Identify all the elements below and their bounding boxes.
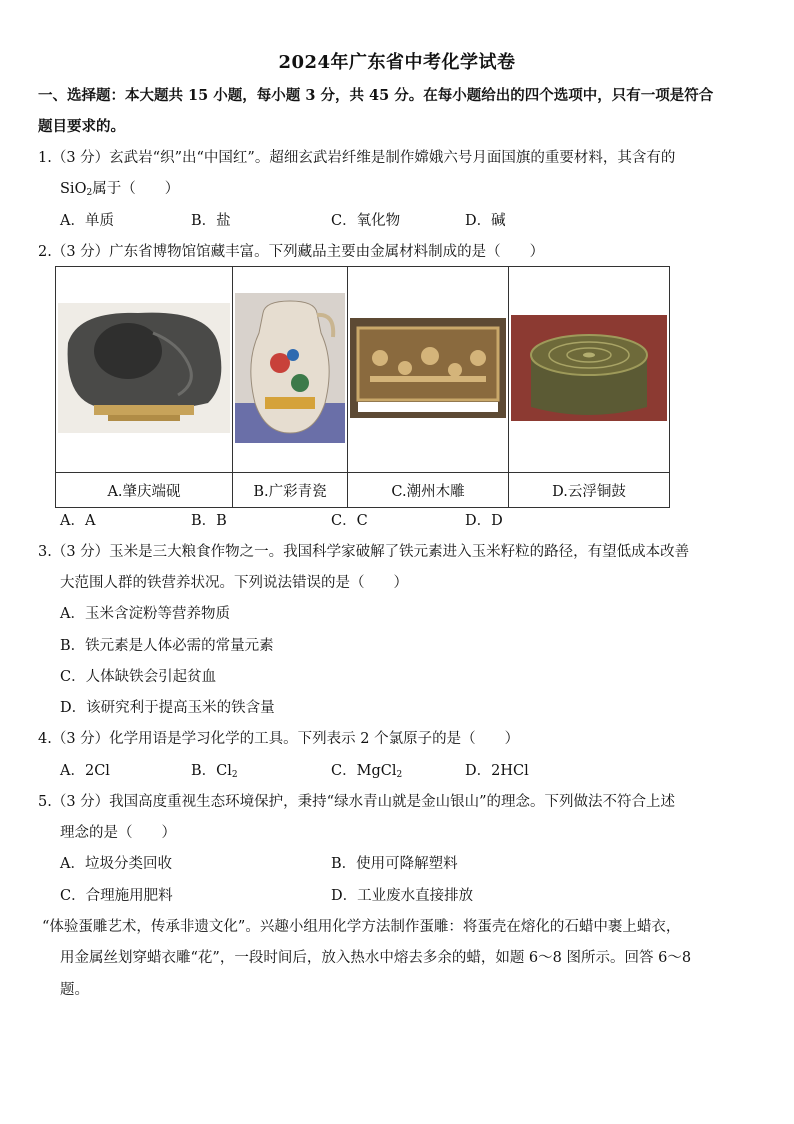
inkstone-image xyxy=(58,303,230,433)
page-title: 2024年广东省中考化学试卷 xyxy=(278,52,516,73)
q2-option-c[interactable]: C．C xyxy=(331,513,368,529)
q3-option-d[interactable]: D．该研究利于提高玉米的铁含量 xyxy=(60,700,275,716)
q1-option-b[interactable]: B．盐 xyxy=(191,213,231,229)
bronze-drum-image xyxy=(511,315,667,421)
q2-option-b[interactable]: B．B xyxy=(191,513,227,529)
q5-option-d[interactable]: D．工业废水直接排放 xyxy=(331,888,474,904)
q4-option-c[interactable]: C．MgCl$_2$ xyxy=(331,763,403,780)
q1-option-a[interactable]: A．单质 xyxy=(60,213,114,229)
q1-stem-line2: SiO$_2$属于（ ） xyxy=(60,181,180,198)
q4-option-a[interactable]: A．2Cl xyxy=(60,763,110,779)
q2-option-a[interactable]: A．A xyxy=(60,513,96,529)
q1-formula: SiO$_2$ xyxy=(60,181,93,198)
q2-cell-c-image xyxy=(348,267,509,473)
passage-line1: “体验蛋雕艺术，传承非遗文化”。兴趣小组用化学方法制作蛋雕：将蛋壳在熔化的石蜡中裹上蜡衣， xyxy=(42,919,681,935)
q2-caption-c: C.潮州木雕 xyxy=(348,473,509,508)
q2-caption-d: D.云浮铜鼓 xyxy=(509,473,670,508)
q5-stem-line1: 5.（3 分）我国高度重视生态环境保护，秉持“绿水青山就是金山银山”的理念。下列做法不符合上述 xyxy=(38,794,675,810)
q4-option-b[interactable]: B．$Cl_2$ xyxy=(191,763,238,780)
q3-stem-line2: 大范围人群的铁营养状况。下列说法错误的是（ ） xyxy=(60,575,408,591)
q2-option-d[interactable]: D．D xyxy=(465,513,503,529)
q5-option-a[interactable]: A．垃圾分类回收 xyxy=(60,856,172,872)
q2-image-table xyxy=(55,266,670,508)
woodcarving-image xyxy=(350,318,506,418)
q5-option-c[interactable]: C．合理施用肥料 xyxy=(60,888,173,904)
q5-stem-line2: 理念的是（ ） xyxy=(60,825,176,841)
passage-line2: 用金属丝划穿蜡衣雕“花”，一段时间后，放入热水中熔去多余的蜡，如题 6～8 图所示。回答 6～8 xyxy=(60,950,692,966)
section-heading-line1: 一、选择题：本大题共 15 小题，每小题 3 分，共 45 分。在每小题给出的四个选项中，只有一项是符合 xyxy=(38,87,714,104)
q3-option-b[interactable]: B．铁元素是人体必需的常量元素 xyxy=(60,638,274,654)
q1-option-c[interactable]: C．氧化物 xyxy=(331,213,401,229)
q2-caption-b: B.广彩青瓷 xyxy=(233,473,348,508)
q3-stem-line1: 3.（3 分）玉米是三大粮食作物之一。我国科学家破解了铁元素进入玉米籽粒的路径，有望低成本改善 xyxy=(38,544,690,560)
q4-stem: 4.（3 分）化学用语是学习化学的工具。下列表示 2 个氯原子的是（ ） xyxy=(38,731,520,747)
q1-stem-line1: 1.（3 分）玄武岩“织”出“中国红”。超细玄武岩纤维是制作嫦娥六号月面国旗的重要材料，其含有的 xyxy=(38,150,676,166)
q2-cell-d-image xyxy=(509,267,670,473)
q3-option-a[interactable]: A．玉米含淀粉等营养物质 xyxy=(60,606,230,622)
q1-option-d[interactable]: D．碱 xyxy=(465,213,506,229)
passage-line3: 题。 xyxy=(60,982,89,998)
q4-option-d[interactable]: D．2HCl xyxy=(465,763,529,779)
q5-option-b[interactable]: B．使用可降解塑料 xyxy=(331,856,458,872)
vase-image xyxy=(235,293,345,443)
q2-stem: 2.（3 分）广东省博物馆馆藏丰富。下列藏品主要由金属材料制成的是（ ） xyxy=(38,244,545,260)
q2-cell-b-image xyxy=(233,267,348,473)
section-heading-line2: 题目要求的。 xyxy=(38,118,125,135)
q2-cell-a-image xyxy=(56,267,233,473)
q2-caption-a: A.肇庆端砚 xyxy=(56,473,233,508)
q3-option-c[interactable]: C．人体缺铁会引起贫血 xyxy=(60,669,217,685)
